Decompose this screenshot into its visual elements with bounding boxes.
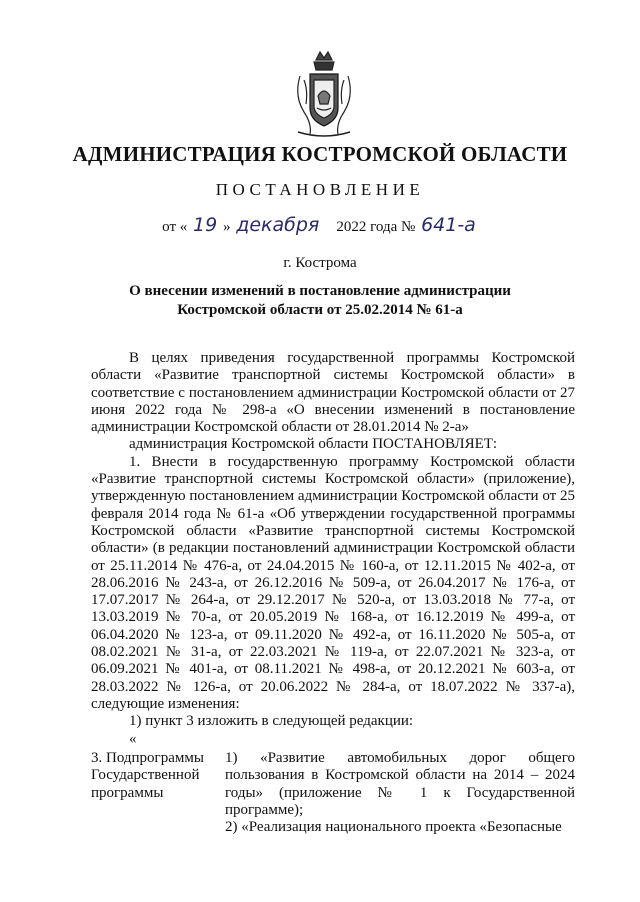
table-entry-1: 1) «Развитие автомобильных дорог общего пользования в Костромской области на 2014 – 2024 годы» (приложение № 1 к Государственной программе); bbox=[225, 750, 575, 818]
document-subject bbox=[0, 282, 640, 320]
preamble-paragraph: В целях приведения государственной программы Костромской области «Развитие транспортной системы Костромской области» в соответствие с постановлением администрации Костромской области от 27 июня 2022 года № 298-а «О внесении изменений в постановление администрации Костромской области от 28.01.2014 № 2-а» bbox=[91, 350, 575, 436]
date-month: декабря bbox=[236, 214, 320, 236]
table-row-label: 3. Подпрограммы Государственной программы bbox=[91, 750, 204, 801]
quote-open: « bbox=[129, 730, 137, 747]
organization-title: АДМИНИСТРАЦИЯ КОСТРОМСКОЙ ОБЛАСТИ bbox=[72, 142, 568, 166]
date-day: 19 bbox=[193, 214, 218, 236]
item-1-paragraph: 1. Внести в государственную программу Костромской области «Развитие транспортной системы Костромской области» (приложение), утвержденную постановлением администрации Костромской области от 25 февраля 2014 года № 61-а «Об утверждении государственной программы Костромской области «Развитие транспортной системы Костромской области» (в редакции постановлений администрации Костромской области от 25.11.2014 № 476-а, от 24.04.2015 № 160-а, от 12.11.2015 № 402-а, от 28.06.2016 № 243-а, от 26.12.2016 № 509-а, от 26.04.2017 № 176-а, от 17.07.2017 № 264-а, от 29.12.2017 № 520-а, от 13.03.2018 № 77-а, от 13.03.2019 № 70-а, от 20.05.2019 № 168-а, от 16.12.2019 № 499-а, от 06.04.2020 № 123-а, от 09.11.2020 № 492-а, от 16.11.2020 № 505-а, от 08.02.2021 № 31-а, от 22.03.2021 № 119-а, от 22.07.2021 № 323-а, от 06.09.2021 № 401-а, от 08.11.2021 № 498-а, от 20.12.2021 № 603-а, от 28.03.2022 № 126-а, от 20.06.2022 № 284-а, от 18.07.2022 № 337-а), следующие изменения: bbox=[91, 453, 575, 712]
table-entry-2: 2) «Реализация национального проекта «Безопасные bbox=[225, 819, 562, 836]
date-year: 2022 года № bbox=[336, 219, 416, 235]
coat-of-arms-emblem bbox=[290, 50, 358, 140]
date-line bbox=[0, 214, 640, 236]
resolves-paragraph: администрация Костромской области ПОСТАНОВЛЯЕТ: bbox=[129, 436, 498, 453]
subject-line-2: Костромской области от 25.02.2014 № 61-а bbox=[177, 302, 463, 318]
date-mid: » bbox=[222, 219, 231, 235]
document-number: 641-а bbox=[421, 214, 476, 236]
city: г. Кострома bbox=[283, 255, 357, 271]
date-prefix: от « bbox=[162, 219, 188, 235]
subject-line-1: О внесении изменений в постановление администрации bbox=[129, 283, 511, 299]
document-type: ПОСТАНОВЛЕНИЕ bbox=[215, 180, 425, 199]
document-body bbox=[91, 350, 575, 748]
subitem-1-paragraph: 1) пункт 3 изложить в следующей редакции: bbox=[129, 713, 414, 730]
table-row-content bbox=[225, 750, 575, 836]
